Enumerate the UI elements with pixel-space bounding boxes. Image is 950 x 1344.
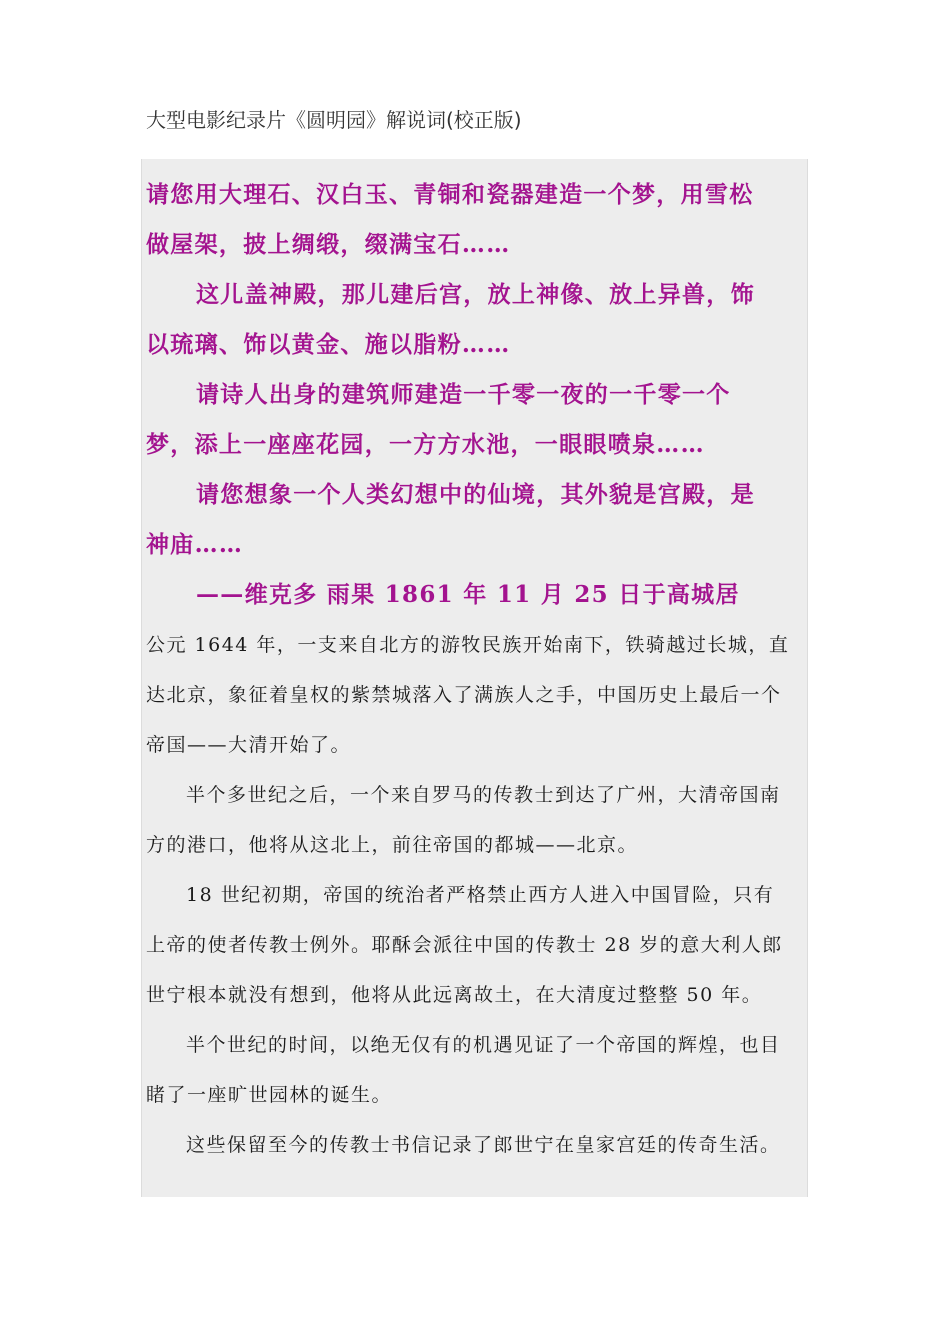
prose-line-11: 这些保留至今的传教士书信记录了郎世宁在皇家宫廷的传奇生活。 xyxy=(186,1134,781,1156)
poem-signature: ——维克多 雨果 1861 年 11 月 25 日于高城居 xyxy=(196,581,740,608)
poem-line-4: 以琉璃、饰以黄金、施以脂粉…… xyxy=(146,331,511,358)
prose-line-5: 方的港口，他将从这北上，前往帝国的都城——北京。 xyxy=(146,834,639,856)
poem-line-5: 请诗人出身的建筑师建造一千零一夜的一千零一个 xyxy=(196,381,731,408)
prose-line-4: 半个多世纪之后，一个来自罗马的传教士到达了广州，大清帝国南 xyxy=(186,784,781,806)
poem-line-6: 梦，添上一座座花园，一方方水池，一眼眼喷泉…… xyxy=(146,431,705,458)
prose-line-1: 公元 1644 年，一支来自北方的游牧民族开始南下，铁骑越过长城，直 xyxy=(146,634,790,656)
poem-line-8: 神庙…… xyxy=(146,531,244,558)
poem-line-1: 请您用大理石、汉白玉、青铜和瓷器建造一个梦，用雪松 xyxy=(146,181,754,208)
prose-line-3: 帝国——大清开始了。 xyxy=(146,734,352,756)
prose-line-2: 达北京，象征着皇权的紫禁城落入了满族人之手，中国历史上最后一个 xyxy=(146,684,782,706)
prose-line-8: 世宁根本就没有想到，他将从此远离故土，在大清度过整整 50 年。 xyxy=(146,984,763,1006)
prose-line-7: 上帝的使者传教士例外。耶酥会派往中国的传教士 28 岁的意大利人郎 xyxy=(146,934,783,956)
poem-line-3: 这儿盖神殿，那儿建后宫，放上神像、放上异兽，饰 xyxy=(196,281,755,308)
poem-line-2: 做屋架，披上绸缎，缀满宝石…… xyxy=(146,231,511,258)
prose-line-6: 18 世纪初期，帝国的统治者严格禁止西方人进入中国冒险，只有 xyxy=(186,884,775,906)
document-title: 大型电影纪录片《圆明园》解说词(校正版) xyxy=(146,108,522,132)
prose-line-9: 半个世纪的时间，以绝无仅有的机遇见证了一个帝国的辉煌，也目 xyxy=(186,1034,781,1056)
poem-line-7: 请您想象一个人类幻想中的仙境，其外貌是宫殿，是 xyxy=(196,481,755,508)
prose-line-10: 睹了一座旷世园林的诞生。 xyxy=(146,1084,393,1106)
